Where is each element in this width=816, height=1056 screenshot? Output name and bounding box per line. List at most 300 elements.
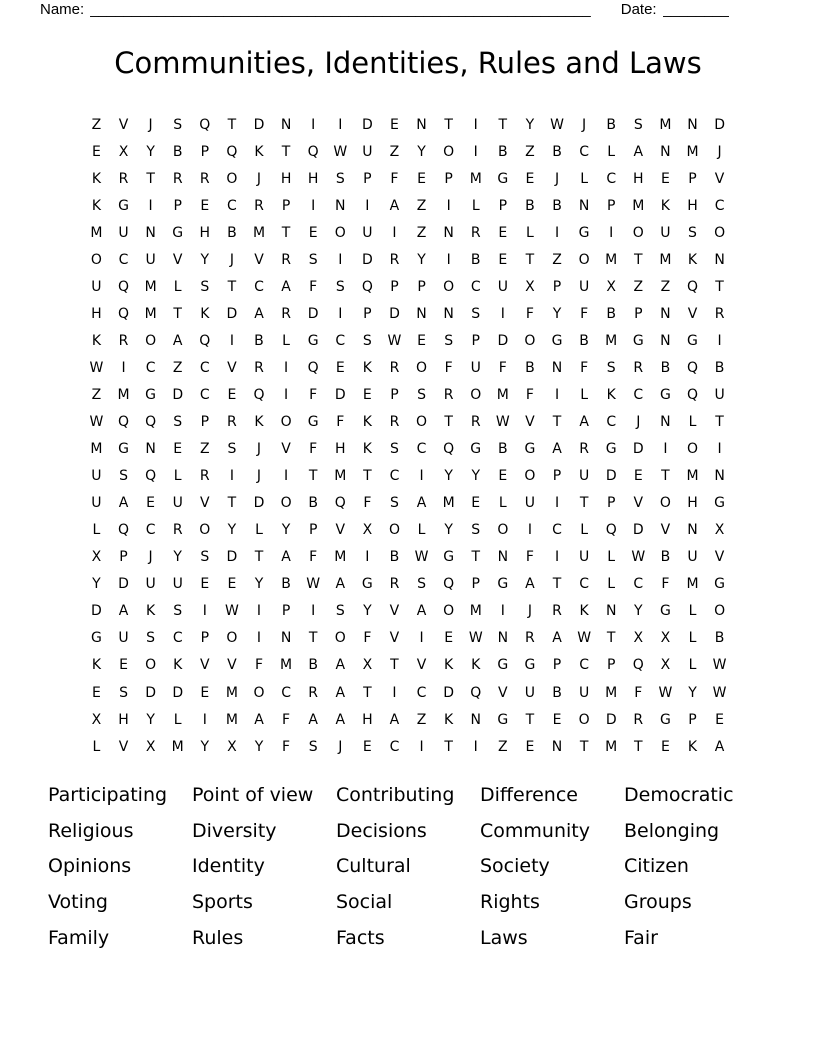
grid-letter: K [444,711,454,728]
grid-row [83,652,733,679]
grid-letter: B [227,224,237,241]
grid-letter: S [200,278,210,295]
grid-letter: O [714,224,726,241]
grid-letter: Z [525,143,535,160]
grid-letter: H [687,495,698,512]
grid-letter: V [335,522,346,539]
grid-letter: E [91,684,101,701]
grid-letter: K [471,657,481,674]
grid-letter: R [281,305,291,322]
grid-row [83,490,733,517]
grid-letter: T [552,414,562,431]
grid-letter: E [498,224,508,241]
grid-letter: H [362,711,373,728]
grid-letter: Z [416,711,427,728]
grid-letter: A [389,711,400,728]
grid-letter: I [338,251,343,268]
grid-letter: W [89,414,104,431]
grid-letter: J [527,603,532,620]
grid-letter: N [551,738,563,755]
grid-letter: B [579,332,589,349]
grid-letter: O [199,522,211,539]
grid-letter: Q [145,468,157,485]
grid-letter: T [390,657,399,674]
grid-letter: O [524,332,536,349]
grid-letter: S [146,630,156,647]
grid-letter: A [118,495,129,512]
grid-letter: E [525,170,535,187]
grid-letter: H [687,197,698,214]
date-label: Date: [620,1,657,18]
grid-letter: E [200,197,210,214]
word-list-item: Social [336,890,393,913]
grid-letter: I [500,305,505,322]
grid-letter: D [334,386,346,403]
grid-letter: J [256,468,262,485]
grid-letter: N [660,332,671,349]
grid-letter: I [365,549,370,566]
grid-letter: W [224,603,239,620]
grid-letter: Z [91,116,102,133]
grid-letter: S [688,224,697,241]
grid-letter: I [311,116,316,133]
grid-letter: C [199,359,210,376]
grid-letter: V [227,359,237,376]
grid-letter: P [606,495,616,512]
grid-row [83,625,733,652]
grid-letter: H [633,170,644,187]
grid-letter: E [525,738,535,755]
grid-letter: P [363,305,372,322]
grid-row [83,463,733,490]
grid-letter: T [579,738,589,755]
grid-letter: J [582,116,587,133]
word-list-item: Cultural [336,855,411,878]
grid-letter: M [686,468,699,485]
grid-letter: I [717,332,722,349]
grid-row [83,544,733,571]
grid-letter: U [687,549,698,566]
grid-letter: R [525,630,535,647]
grid-letter: Q [361,278,373,295]
grid-letter: W [550,116,564,133]
grid-letter: F [254,657,264,674]
grid-letter: R [389,576,400,593]
grid-letter: V [227,657,237,674]
grid-letter: E [633,468,643,485]
grid-letter: A [552,441,562,458]
grid-letter: T [661,468,670,485]
grid-letter: M [334,549,347,566]
grid-letter: P [688,711,697,728]
grid-letter: S [119,468,128,485]
grid-letter: D [443,684,455,701]
grid-letter: B [498,143,508,160]
grid-letter: P [606,197,616,214]
grid-row [83,381,733,408]
grid-letter: D [253,495,265,512]
grid-letter: U [524,684,536,701]
grid-letter: Q [199,332,211,349]
grid-letter: T [498,116,508,133]
grid-letter: I [365,197,370,214]
grid-letter: I [473,116,478,133]
grid-letter: I [311,197,316,214]
grid-letter: U [118,630,129,647]
grid-letter: K [362,414,372,431]
grid-letter: F [282,711,291,728]
grid-letter: K [146,603,156,620]
grid-letter: I [473,143,478,160]
grid-letter: Q [307,143,319,160]
grid-letter: E [660,170,670,187]
grid-letter: P [552,657,562,674]
grid-letter: L [580,522,589,539]
grid-letter: L [688,657,697,674]
grid-letter: E [498,468,508,485]
grid-letter: G [497,711,509,728]
grid-letter: Y [254,576,264,593]
grid-letter: Q [443,576,455,593]
grid-letter: A [525,576,535,593]
grid-letter: X [714,522,725,539]
grid-letter: D [226,549,238,566]
grid-letter: Y [552,305,562,322]
grid-letter: P [200,414,210,431]
grid-letter: Y [444,522,453,539]
grid-row [83,571,733,598]
grid-letter: N [605,603,617,620]
grid-letter: L [92,522,101,539]
grid-letter: Q [118,305,130,322]
grid-letter: C [254,278,264,295]
grid-letter: I [284,468,289,485]
grid-letter: A [633,143,644,160]
grid-letter: V [118,116,129,133]
word-list-item: Difference [480,783,578,806]
grid-letter: P [634,305,643,322]
grid-letter: C [579,143,589,160]
grid-letter: O [280,414,292,431]
grid-letter: V [633,495,644,512]
grid-letter: Z [633,278,644,295]
grid-letter: U [118,224,129,241]
grid-letter: V [498,684,508,701]
grid-letter: G [524,657,536,674]
grid-letter: I [284,386,289,403]
word-list-item: Belonging [624,819,720,842]
grid-letter: V [389,630,400,647]
grid-letter: Y [173,549,182,566]
grid-letter: L [173,468,182,485]
grid-letter: P [173,197,182,214]
grid-letter: R [254,359,264,376]
grid-letter: N [416,305,427,322]
grid-letter: N [145,224,156,241]
grid-letter: L [607,549,616,566]
grid-letter: V [389,603,400,620]
grid-letter: M [144,278,157,295]
grid-letter: G [470,441,482,458]
grid-letter: N [714,251,725,268]
word-list-item: Identity [192,855,265,878]
grid-letter: C [389,738,400,755]
grid-letter: M [225,711,238,728]
grid-letter: X [633,630,644,647]
grid-row [83,327,733,354]
grid-letter: K [91,197,102,214]
word-list-item: Society [480,855,550,878]
grid-letter: I [229,332,234,349]
grid-letter: O [226,630,238,647]
grid-letter: V [254,251,264,268]
grid-letter: G [118,197,129,214]
grid-letter: I [500,603,505,620]
grid-letter: I [392,684,397,701]
grid-letter: T [525,251,535,268]
grid-letter: T [715,278,724,295]
grid-letter: G [90,630,102,647]
grid-letter: N [443,224,454,241]
grid-letter: O [388,522,400,539]
name-label: Name: [40,1,85,18]
grid-letter: U [714,386,725,403]
grid-letter: A [552,630,562,647]
grid-letter: G [497,657,509,674]
grid-letter: E [417,170,426,187]
grid-letter: X [660,630,671,647]
grid-letter: T [715,414,724,431]
grid-letter: R [118,332,129,349]
word-list-item: Sports [192,890,253,913]
grid-letter: O [90,251,102,268]
grid-letter: G [118,441,129,458]
grid-letter: M [605,332,618,349]
grid-letter: B [606,305,616,322]
grid-letter: S [308,738,318,755]
grid-letter: U [172,495,183,512]
word-list-item: Rules [192,926,244,949]
grid-letter: K [687,738,698,755]
grid-letter: Q [686,359,698,376]
grid-letter: V [281,441,291,458]
grid-letter: T [308,468,318,485]
grid-letter: E [146,495,156,512]
grid-letter: U [470,359,481,376]
grid-letter: M [252,224,266,241]
grid-letter: O [416,414,428,431]
grid-letter: X [362,657,373,674]
grid-letter: M [334,468,347,485]
grid-letter: T [146,170,155,187]
grid-letter: C [633,386,644,403]
grid-letter: J [256,441,262,458]
grid-letter: B [606,116,616,133]
grid-letter: Z [172,359,183,376]
grid-row [83,111,733,138]
grid-letter: K [91,170,102,187]
grid-letter: T [525,711,535,728]
grid-letter: O [443,278,455,295]
grid-letter: L [607,576,616,593]
grid-letter: R [227,414,237,431]
grid-letter: E [552,711,562,728]
word-list-item: Point of view [192,783,314,806]
grid-letter: H [199,224,211,241]
grid-row [83,679,733,706]
word-list-column [48,777,192,955]
grid-letter: D [226,305,238,322]
grid-letter: F [580,359,589,376]
grid-letter: J [636,414,641,431]
grid-letter: M [117,386,130,403]
grid-letter: N [145,441,156,458]
grid-letter: T [227,278,237,295]
grid-letter: L [688,630,697,647]
grid-letter: Q [253,386,265,403]
grid-letter: L [498,495,507,512]
grid-letter: G [172,224,184,241]
grid-row [83,733,733,760]
grid-letter: T [634,738,643,755]
grid-letter: B [308,495,318,512]
grid-letter: O [253,684,265,701]
grid-letter: U [524,495,536,512]
grid-letter: R [281,251,291,268]
grid-letter: W [306,576,321,593]
grid-letter: L [688,414,697,431]
grid-letter: T [363,468,372,485]
grid-letter: G [578,224,590,241]
grid-letter: T [471,549,481,566]
grid-letter: R [552,603,562,620]
grid-letter: V [416,657,427,674]
word-list-column [624,777,768,955]
grid-letter: S [335,170,345,187]
grid-letter: T [579,495,589,512]
grid-letter: S [173,414,183,431]
grid-row [83,517,733,544]
grid-letter: S [633,116,643,133]
grid-letter: S [606,359,616,376]
grid-letter: I [338,116,343,133]
grid-letter: Z [416,197,427,214]
grid-letter: U [578,468,590,485]
grid-letter: R [199,468,210,485]
grid-letter: I [202,603,207,620]
grid-row [83,273,733,300]
grid-letter: L [580,386,589,403]
grid-letter: L [580,170,589,187]
grid-letter: S [308,251,318,268]
grid-letter: K [579,603,589,620]
grid-letter: B [254,332,264,349]
grid-letter: I [202,711,207,728]
grid-letter: Y [227,522,237,539]
grid-letter: I [229,468,234,485]
grid-letter: J [338,738,343,755]
grid-letter: T [606,630,616,647]
grid-letter: O [714,603,726,620]
grid-row [83,436,733,463]
grid-letter: A [714,738,725,755]
grid-letter: C [145,522,156,539]
grid-letter: Z [416,224,427,241]
grid-letter: O [443,143,455,160]
grid-letter: H [118,711,129,728]
grid-letter: R [389,359,400,376]
grid-letter: R [118,170,129,187]
grid-letter: P [552,468,562,485]
grid-letter: U [660,224,671,241]
grid-letter: M [632,197,645,214]
grid-letter: Y [254,738,264,755]
grid-letter: O [632,224,644,241]
grid-letter: K [173,657,183,674]
grid-letter: O [578,251,590,268]
grid-letter: U [578,549,590,566]
grid-letter: F [309,549,318,566]
grid-letter: I [554,495,560,512]
grid-letter: B [552,684,562,701]
word-list-item: Contributing [336,783,455,806]
grid-row [83,598,733,625]
grid-letter: M [469,603,482,620]
grid-letter: B [281,576,291,593]
grid-letter: F [661,576,670,593]
grid-letter: F [444,359,453,376]
grid-letter: E [444,630,454,647]
grid-letter: G [714,576,725,593]
grid-letter: D [145,684,156,701]
grid-letter: R [633,359,644,376]
grid-letter: J [256,170,262,187]
grid-letter: E [308,224,318,241]
grid-letter: U [362,224,373,241]
grid-letter: H [307,170,319,187]
grid-letter: A [335,684,346,701]
grid-letter: M [605,738,618,755]
word-list-item: Fair [624,926,658,949]
grid-letter: D [91,603,102,620]
grid-letter: C [552,522,562,539]
word-list-item: Citizen [624,855,689,878]
grid-letter: B [470,251,481,268]
grid-letter: N [687,116,698,133]
grid-letter: E [173,441,183,458]
grid-letter: L [255,522,263,539]
word-list-item: Diversity [192,819,277,842]
grid-letter: J [717,143,722,160]
grid-letter: I [554,224,560,241]
grid-letter: R [470,224,481,241]
grid-letter: G [687,332,698,349]
grid-letter: B [714,630,725,647]
grid-letter: P [417,278,426,295]
grid-letter: P [200,630,210,647]
grid-letter: Y [444,468,453,485]
grid-letter: P [390,278,399,295]
grid-letter: D [497,332,509,349]
grid-letter: E [200,576,210,593]
grid-letter: M [225,684,238,701]
grid-letter: S [200,549,210,566]
grid-letter: F [309,278,318,295]
grid-row [83,165,733,192]
grid-letter: O [497,522,509,539]
grid-letter: Q [145,414,157,431]
grid-row [83,300,733,327]
